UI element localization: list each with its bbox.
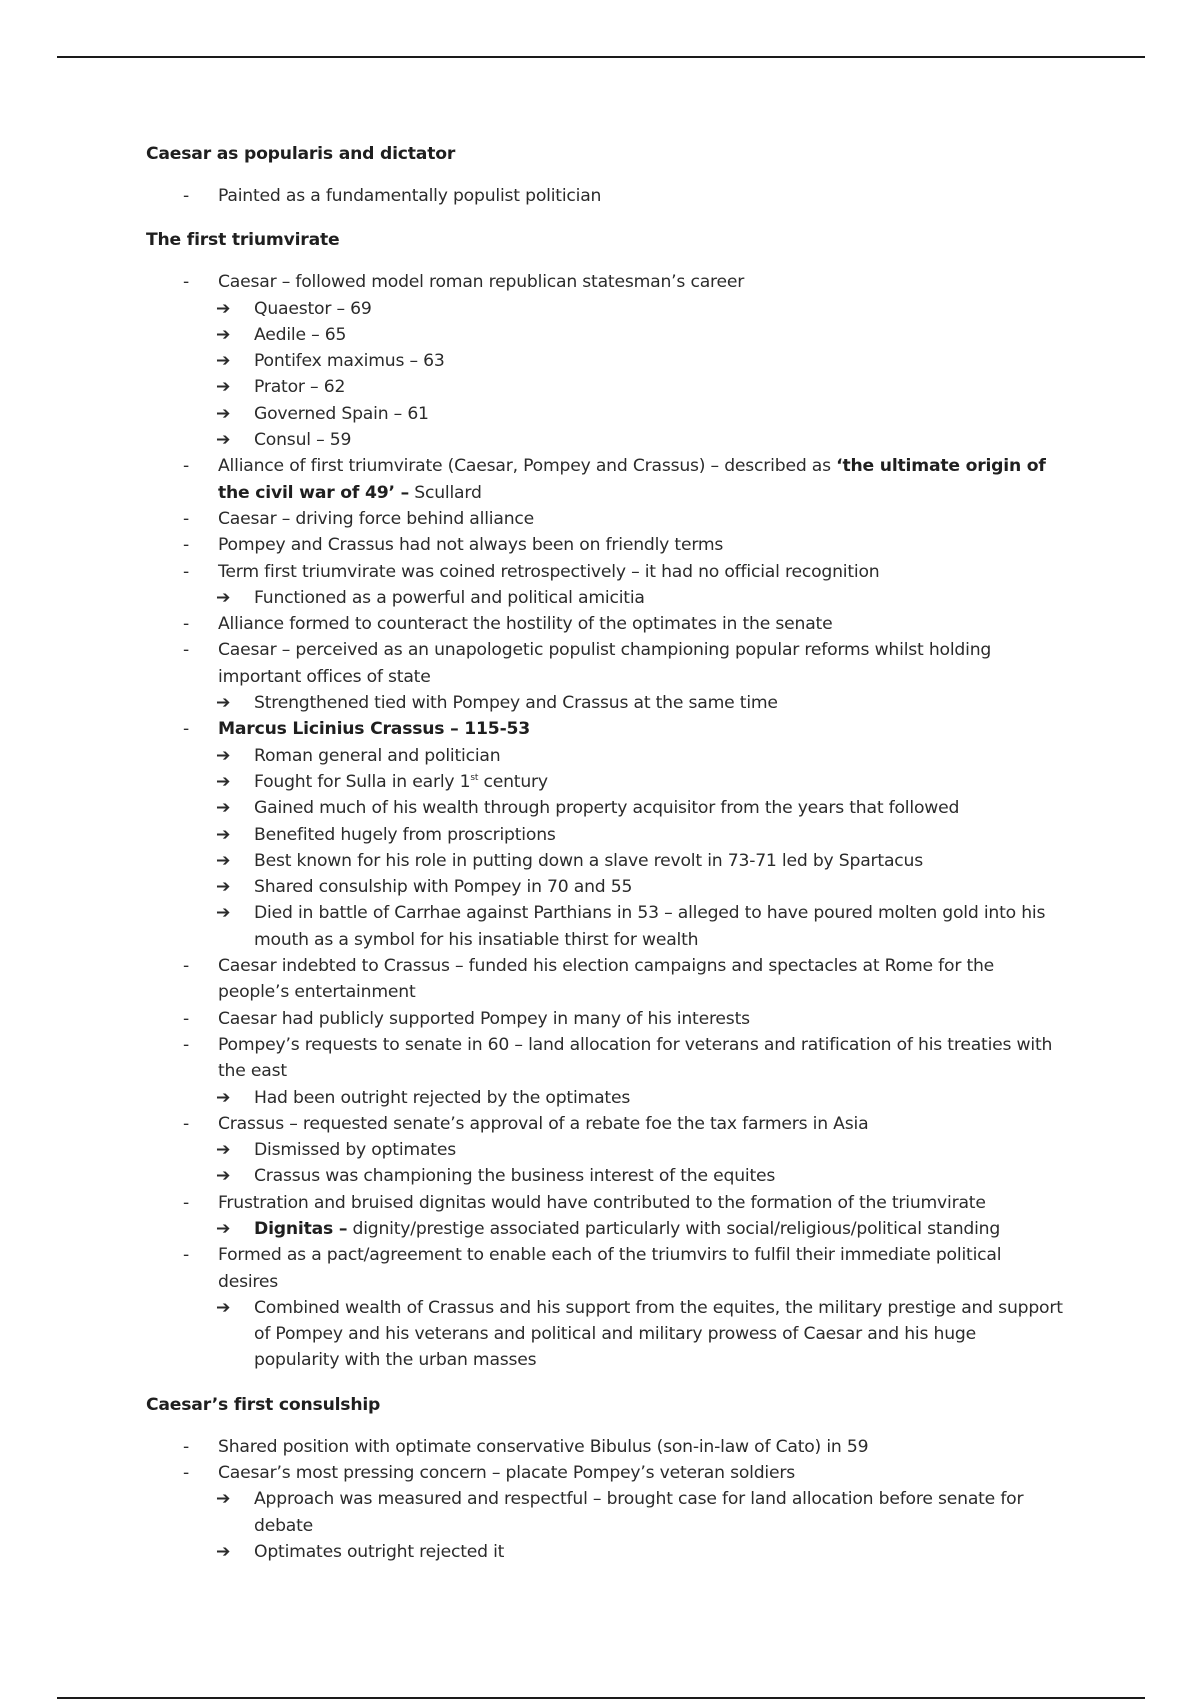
bullet-text: [218, 1009, 750, 1029]
section-heading: The first triumvirate: [146, 230, 340, 251]
bullet-text: [218, 1193, 986, 1213]
bullet-item: [146, 532, 1066, 558]
bullet-text: [254, 1298, 1063, 1371]
text-run: Had been outright rejected by the optimates: [254, 1087, 631, 1108]
arrow-bullet-icon: ➔: [216, 1489, 231, 1510]
bullet-text: [218, 1463, 795, 1483]
text-run: Roman general and politician: [254, 745, 501, 766]
sub-bullet-item: [146, 848, 1066, 874]
text-run: Caesar’s most pressing concern – placate Pompey’s veteran soldiers: [218, 1463, 796, 1484]
text-run: Frustration and bruised dignitas would have contributed to the formation of the triumvirate: [218, 1192, 986, 1213]
bullet-text: [254, 325, 346, 345]
bullet-text: [254, 851, 923, 871]
text-run: Shared position with optimate conservative Bibulus (son-in-law of Cato) in 59: [218, 1436, 869, 1457]
bullet-item: [146, 1032, 1066, 1085]
bold-text: ‘the ultimate origin of the civil war of 49’ –: [218, 456, 1046, 503]
arrow-bullet-icon: ➔: [216, 1297, 231, 1318]
dash-bullet-icon: -: [183, 1008, 190, 1029]
bullet-item: [146, 953, 1066, 1006]
bullet-text: [218, 614, 832, 634]
text-run: Consul – 59: [254, 430, 352, 451]
text-run: Caesar indebted to Crassus – funded his election campaigns and spectacles at Rome for the people’s entertainment: [218, 956, 995, 1003]
bullet-text: [218, 509, 534, 529]
text-run: Functioned as a powerful and political amicitia: [254, 587, 645, 608]
bullet-text: [254, 1140, 456, 1160]
text-run: century: [478, 771, 548, 792]
text-run: Gained much of his wealth through property acquisitor from the years that followed: [254, 798, 960, 819]
bullet-text: [254, 1489, 1023, 1535]
bullet-text: [218, 1035, 1052, 1081]
dash-bullet-icon: -: [183, 614, 190, 635]
text-run: Pompey’s requests to senate in 60 – land allocation for veterans and ratification of his treaties with the east: [218, 1034, 1053, 1082]
dash-bullet-icon: -: [183, 1192, 190, 1213]
text-run: Strengthened tied with Pompey and Crassus at the same time: [254, 693, 778, 714]
bullet-text: [254, 351, 445, 371]
bullet-text: [218, 1114, 868, 1134]
footer-rule: [57, 1697, 1145, 1699]
text-run: Combined wealth of Crassus and his support from the equites, the military prestige and support of Pompey and his veterans and political and military prowess of Caesar and his huge popularity with the urban masses: [254, 1297, 1063, 1371]
sub-bullet-item: [146, 1137, 1066, 1163]
bullet-text: [218, 456, 1046, 502]
dash-bullet-icon: -: [183, 186, 190, 206]
text-run: Crassus – requested senate’s approval of a rebate foe the tax farmers in Asia: [218, 1113, 869, 1134]
bullet-text: [218, 562, 880, 582]
section: [146, 227, 1066, 1373]
bold-text: Marcus Licinius Crassus – 115-53: [218, 719, 531, 740]
text-run: Aedile – 65: [254, 324, 347, 345]
arrow-bullet-icon: ➔: [216, 693, 231, 714]
sub-bullet-item: [146, 296, 1066, 322]
sub-bullet-item: [146, 322, 1066, 348]
sub-bullet-item: [146, 1539, 1066, 1565]
text-run: Alliance formed to counteract the hostility of the optimates in the senate: [218, 614, 833, 635]
text-run: Pompey and Crassus had not always been on friendly terms: [218, 535, 724, 556]
bullet-item: [146, 1460, 1066, 1486]
section-heading: Caesar as popularis and dictator: [146, 144, 456, 164]
bullet-text: [218, 640, 991, 686]
text-run: Benefited hugely from proscriptions: [254, 824, 556, 845]
text-run: Fought for Sulla in early 1: [254, 771, 471, 792]
sub-bullet-item: [146, 1486, 1066, 1539]
bullet-item: [146, 716, 1066, 742]
sub-bullet-item: [146, 1295, 1066, 1374]
arrow-bullet-icon: ➔: [216, 745, 231, 766]
bullet-item: [146, 453, 1066, 506]
sub-bullet-item: [146, 743, 1066, 769]
bullet-text: [254, 772, 548, 792]
sub-bullet-item: [146, 585, 1066, 611]
sub-bullet-item: [146, 690, 1066, 716]
arrow-bullet-icon: ➔: [216, 587, 231, 608]
bullet-item: [146, 611, 1066, 637]
text-run: Term first triumvirate was coined retrospectively – it had no official recognition: [218, 561, 880, 582]
arrow-bullet-icon: ➔: [216, 850, 231, 871]
header-rule: [57, 56, 1145, 58]
text-run: Caesar – followed model roman republican statesman’s career: [218, 272, 745, 293]
text-run: dignity/prestige associated particularly with social/religious/political standing: [347, 1218, 1001, 1239]
bullet-text: [254, 430, 351, 450]
text-run: Best known for his role in putting down a slave revolt in 73-71 led by Spartacus: [254, 850, 923, 871]
bullet-text: [254, 299, 372, 319]
text-run: Governed Spain – 61: [254, 403, 429, 424]
sub-bullet-item: [146, 1216, 1066, 1242]
text-run: Alliance of first triumvirate (Caesar, Pompey and Crassus) – described as: [218, 456, 837, 477]
arrow-bullet-icon: ➔: [216, 877, 231, 898]
sub-bullet-item: [146, 401, 1066, 427]
dash-bullet-icon: -: [183, 272, 190, 293]
sub-bullet-item: [146, 769, 1066, 795]
sub-bullet-item: [146, 900, 1066, 953]
sub-bullet-item: [146, 795, 1066, 821]
arrow-bullet-icon: ➔: [216, 377, 231, 398]
text-run: Optimates outright rejected it: [254, 1541, 505, 1562]
bullet-item: [146, 1242, 1066, 1295]
document-body: [146, 141, 1066, 1583]
dash-bullet-icon: -: [183, 956, 190, 977]
arrow-bullet-icon: ➔: [216, 351, 231, 372]
arrow-bullet-icon: ➔: [216, 798, 231, 819]
dash-bullet-icon: -: [183, 535, 190, 556]
arrow-bullet-icon: ➔: [216, 824, 231, 845]
dash-bullet-icon: -: [183, 1113, 190, 1134]
bullet-item: [146, 506, 1066, 532]
arrow-bullet-icon: ➔: [216, 430, 231, 451]
bullet-text: [254, 1088, 630, 1108]
bullet-text: [254, 746, 500, 766]
bullet-text: [254, 1542, 504, 1562]
bullet-text: [218, 535, 723, 555]
bullet-item: [146, 1111, 1066, 1137]
bullet-text: [218, 1245, 1001, 1291]
bullet-text: [218, 956, 994, 1002]
dash-bullet-icon: -: [183, 1436, 190, 1457]
arrow-bullet-icon: ➔: [216, 403, 231, 424]
sub-bullet-item: [146, 374, 1066, 400]
arrow-bullet-icon: ➔: [216, 1218, 231, 1239]
sub-bullet-item: [146, 1085, 1066, 1111]
dash-bullet-icon: -: [183, 1245, 190, 1266]
text-run: Prator – 62: [254, 377, 346, 398]
bullet-item: [146, 1434, 1066, 1460]
bullet-text: [254, 693, 778, 713]
bullet-text: [218, 1437, 868, 1457]
bullet-text: [254, 404, 429, 424]
arrow-bullet-icon: ➔: [216, 324, 231, 345]
text-run: Approach was measured and respectful – brought case for land allocation before senate for debate: [254, 1489, 1024, 1536]
arrow-bullet-icon: ➔: [216, 1140, 231, 1161]
sub-bullet-item: [146, 874, 1066, 900]
bullet-text: [254, 377, 345, 397]
bullet-text: [254, 877, 632, 897]
text-run: Crassus was championing the business interest of the equites: [254, 1166, 776, 1187]
sub-bullet-item: [146, 427, 1066, 453]
text-run: Died in battle of Carrhae against Parthians in 53 – alleged to have poured molten gold into his mouth as a symbol for his insatiable thirst for wealth: [254, 903, 1046, 950]
sub-bullet-item: [146, 348, 1066, 374]
dash-bullet-icon: -: [183, 1463, 190, 1484]
section: [146, 141, 1066, 209]
bullet-text: [254, 588, 645, 608]
dash-bullet-icon: -: [183, 508, 190, 529]
arrow-bullet-icon: ➔: [216, 1166, 231, 1187]
arrow-bullet-icon: ➔: [216, 298, 231, 319]
bullet-text: [254, 825, 556, 845]
dash-bullet-icon: -: [183, 456, 190, 477]
bullet-text: [218, 186, 601, 206]
bullet-item: [146, 1190, 1066, 1216]
arrow-bullet-icon: ➔: [216, 1087, 231, 1108]
bullet-text: [254, 1166, 775, 1186]
text-run: Painted as a fundamentally populist politician: [218, 186, 602, 206]
dash-bullet-icon: -: [183, 719, 190, 740]
bullet-text: [254, 903, 1045, 949]
text-run: Scullard: [408, 482, 482, 503]
text-run: Shared consulship with Pompey in 70 and 55: [254, 877, 633, 898]
dash-bullet-icon: -: [183, 640, 190, 661]
bullet-item: [146, 183, 1066, 209]
arrow-bullet-icon: ➔: [216, 771, 231, 792]
arrow-bullet-icon: ➔: [216, 1541, 231, 1562]
bullet-item: [146, 1006, 1066, 1032]
bullet-text: [218, 272, 744, 292]
bullet-item: [146, 269, 1066, 295]
text-run: Quaestor – 69: [254, 298, 372, 319]
sub-bullet-item: [146, 1163, 1066, 1189]
section-heading: Caesar’s first consulship: [146, 1394, 381, 1415]
text-run: Caesar – driving force behind alliance: [218, 508, 535, 529]
bullet-text: [254, 1219, 1000, 1239]
text-run: Caesar – perceived as an unapologetic populist championing popular reforms whilst holding important offices of state: [218, 640, 992, 687]
dash-bullet-icon: -: [183, 1034, 190, 1055]
section: [146, 1392, 1066, 1565]
bullet-item: [146, 559, 1066, 585]
text-run: Pontifex maximus – 63: [254, 351, 445, 372]
bullet-text: [254, 798, 959, 818]
bold-text: Dignitas –: [254, 1218, 348, 1239]
superscript-text: st: [470, 772, 479, 783]
text-run: Dismissed by optimates: [254, 1140, 456, 1161]
dash-bullet-icon: -: [183, 561, 190, 582]
bullet-item: [146, 637, 1066, 690]
arrow-bullet-icon: ➔: [216, 903, 231, 924]
sub-bullet-item: [146, 822, 1066, 848]
text-run: Formed as a pact/agreement to enable each of the triumvirs to fulfil their immediate political desires: [218, 1245, 1002, 1292]
text-run: Caesar had publicly supported Pompey in many of his interests: [218, 1008, 750, 1029]
bullet-text: [218, 719, 530, 739]
